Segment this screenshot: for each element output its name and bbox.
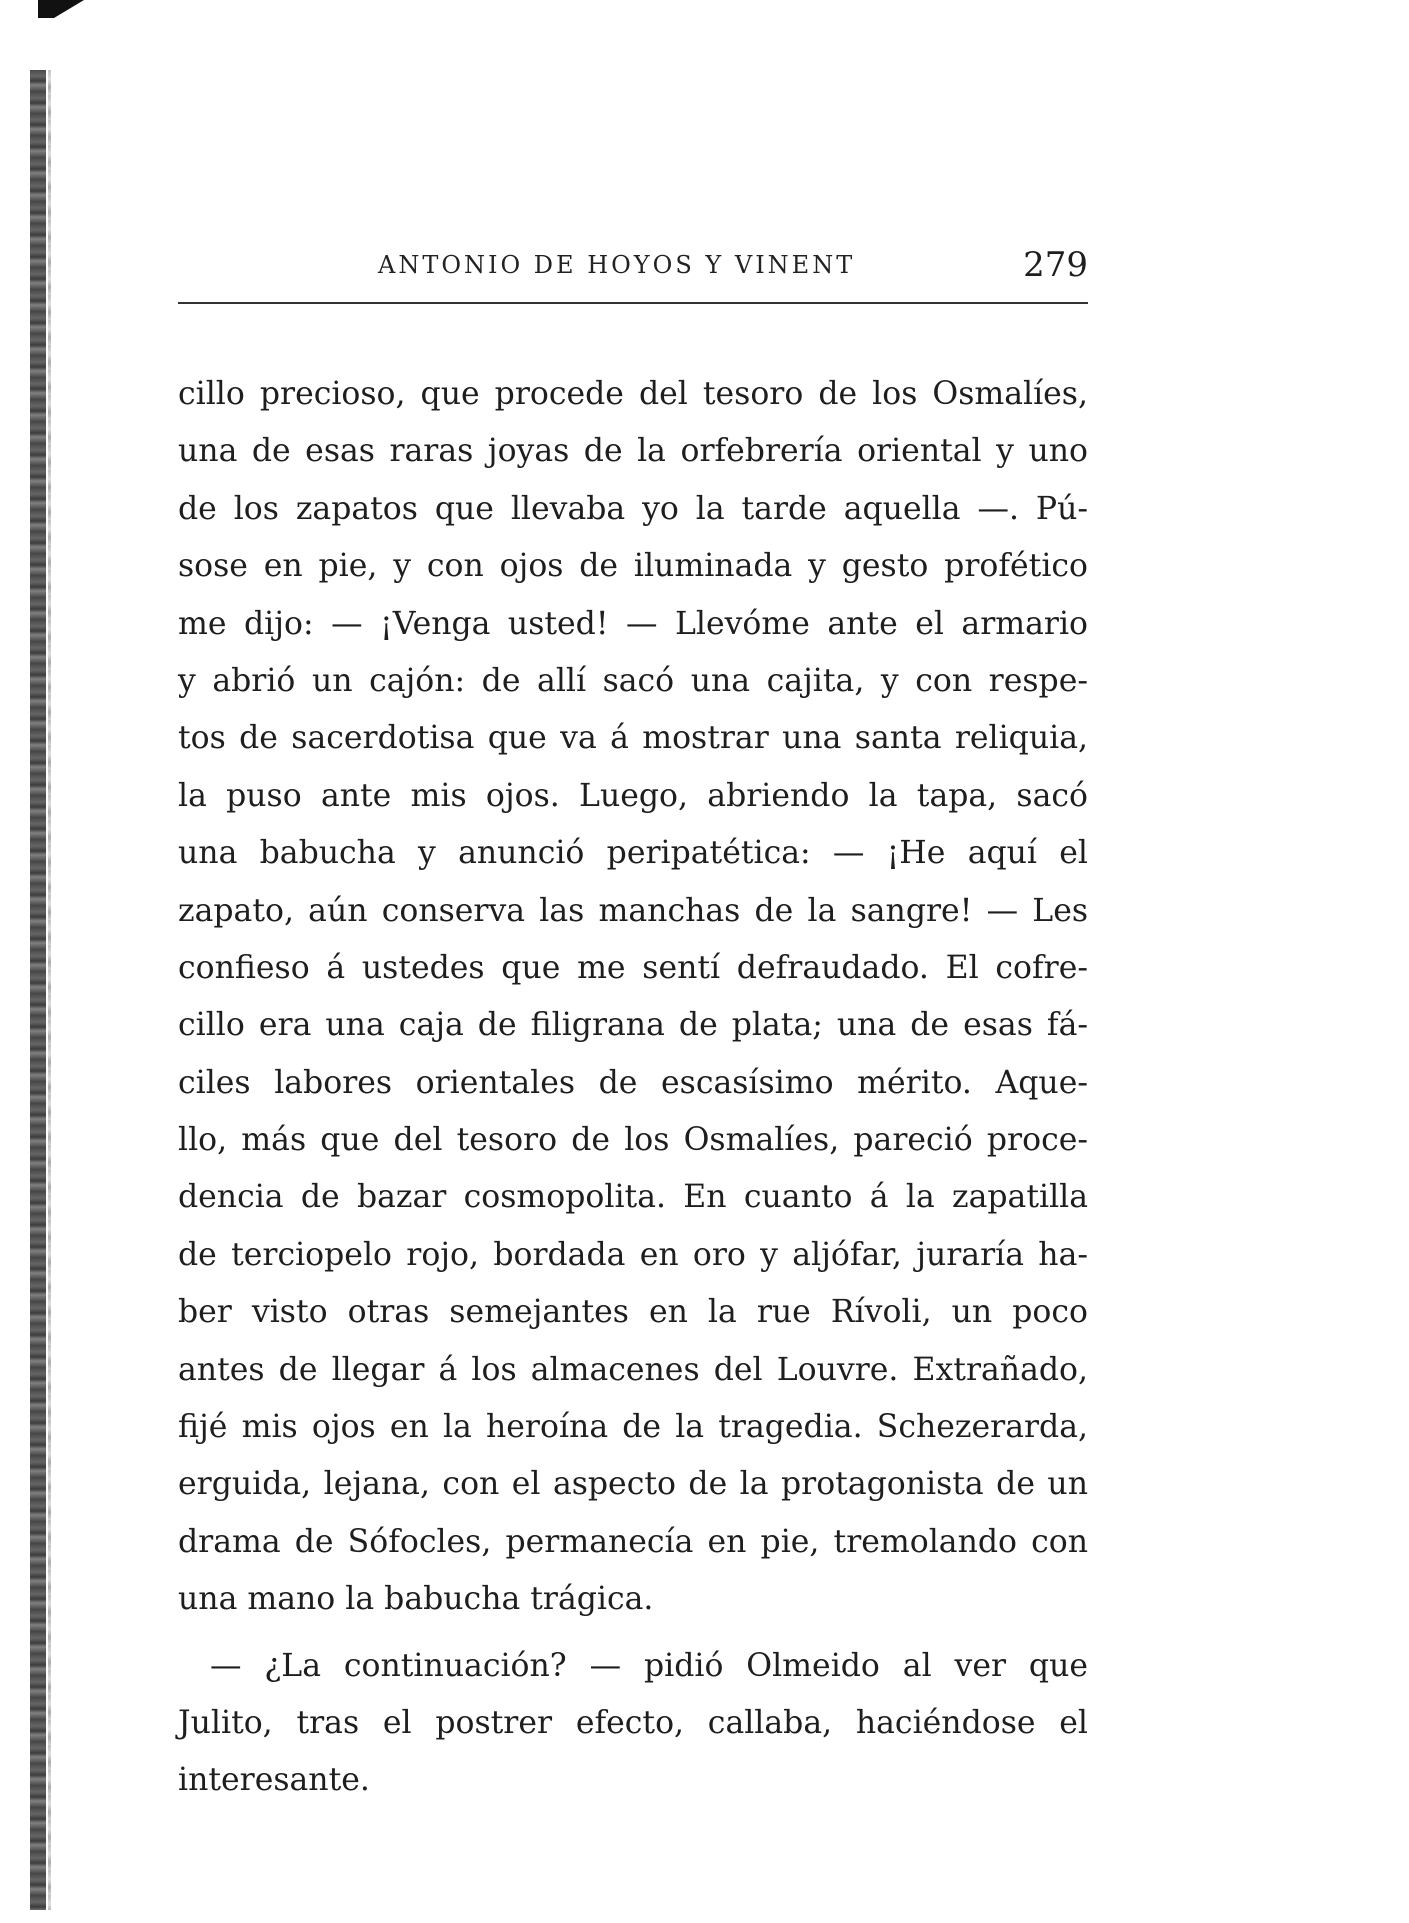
scan-corner-mark — [38, 0, 84, 18]
text-line: la puso ante mis ojos. Luego, abriendo la tapa, sacó — [178, 777, 1088, 814]
text-line: confieso á ustedes que me sentí defraudado. El cofre- — [178, 949, 1088, 986]
text-line: sose en pie, y con ojos de iluminada y gesto profético — [178, 548, 1088, 585]
text-line: cillo era una caja de filigrana de plata; una de esas fá- — [178, 1007, 1088, 1044]
text-line: de los zapatos que llevaba yo la tarde aquella —. Pú- — [178, 490, 1088, 527]
text-line: de terciopelo rojo, bordada en oro y aljófar, juraría ha- — [178, 1236, 1088, 1273]
text-line: Julito, tras el postrer efecto, callaba, haciéndose el — [178, 1704, 1088, 1741]
text-line: fijé mis ojos en la heroína de la tragedia. Schezerarda, — [178, 1409, 1088, 1446]
text-line: llo, más que del tesoro de los Osmalíes, pareció proce- — [178, 1122, 1088, 1159]
text-line: una babucha y anunció peripatética: — ¡He aquí el — [178, 835, 1088, 872]
paragraph-1 — [178, 366, 1088, 1629]
text-line: interesante. — [178, 1762, 370, 1799]
header-rule — [178, 302, 1088, 304]
text-line: y abrió un cajón: de allí sacó una cajita, y con respe- — [178, 662, 1088, 699]
text-line: tos de sacerdotisa que va á mostrar una santa reliquia, — [178, 720, 1088, 757]
running-title: ANTONIO DE HOYOS Y VINENT — [378, 251, 856, 279]
text-line: me dijo: — ¡Venga usted! — Llevóme ante el armario — [178, 605, 1088, 642]
text-line: ciles labores orientales de escasísimo mérito. Aque- — [178, 1064, 1088, 1101]
text-line: erguida, lejana, con el aspecto de la protagonista de un — [178, 1466, 1088, 1503]
paragraph-gap — [178, 1629, 1088, 1638]
text-line: una mano la babucha trágica. — [178, 1581, 654, 1618]
text-line: — ¿La continuación? — pidió Olmeido al ver que — [210, 1647, 1088, 1684]
page-number: 279 — [1023, 245, 1088, 285]
paragraph-2 — [178, 1638, 1088, 1810]
text-line: cillo precioso, que procede del tesoro de los Osmalíes, — [178, 376, 1088, 412]
text-body — [178, 366, 1088, 1810]
text-line: zapato, aún conserva las manchas de la sangre! — Les — [178, 892, 1088, 929]
binding-edge-shadow — [48, 70, 51, 1910]
text-line: antes de llegar á los almacenes del Louvre. Extrañado, — [178, 1351, 1088, 1388]
binding-edge — [30, 70, 46, 1910]
text-line: drama de Sófocles, permanecía en pie, tremolando con — [178, 1523, 1088, 1560]
text-line: dencia de bazar cosmopolita. En cuanto á la zapatilla — [178, 1179, 1088, 1216]
running-header — [178, 245, 1088, 285]
text-line: una de esas raras joyas de la orfebrería oriental y uno — [178, 433, 1088, 470]
text-line: ber visto otras semejantes en la rue Rívoli, un poco — [178, 1294, 1088, 1331]
